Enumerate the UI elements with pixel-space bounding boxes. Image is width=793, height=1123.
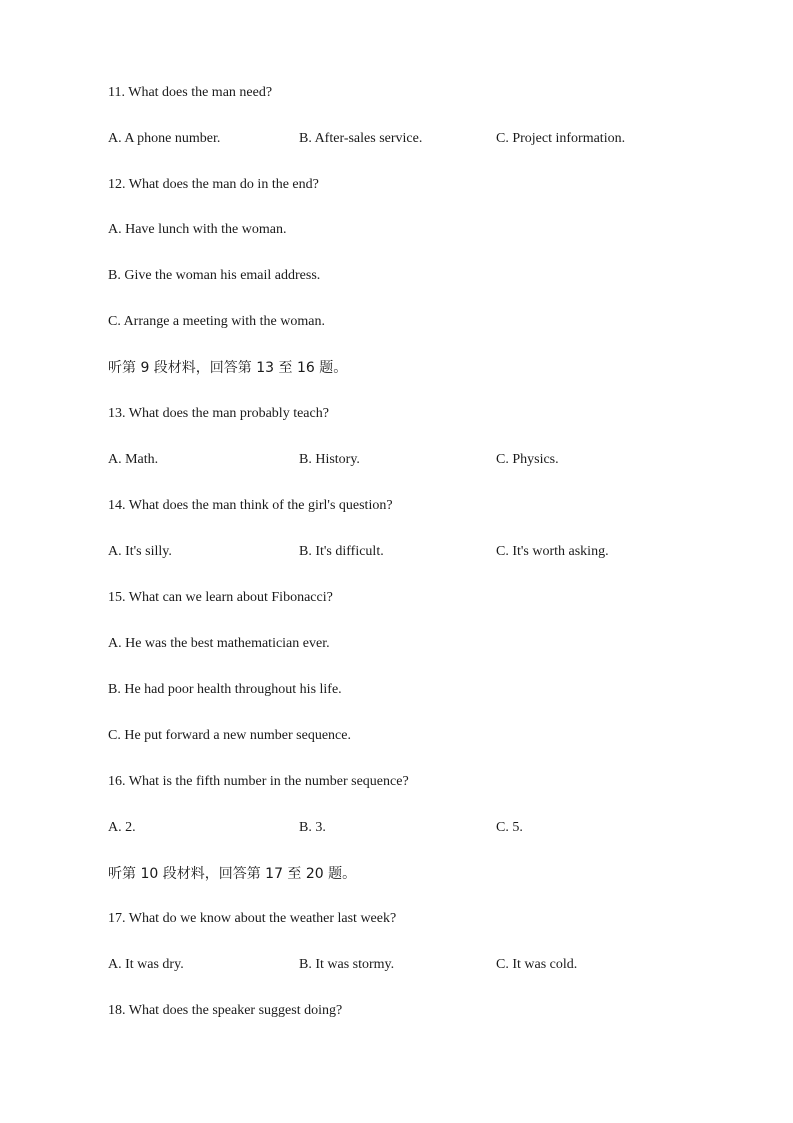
question-17: 17. What do we know about the weather last week? [108,911,397,926]
option-a: A. It was dry. [108,957,184,972]
question-15: 15. What can we learn about Fibonacci? [108,590,333,605]
section-heading: 听第 10 段材料，回答第 17 至 20 题。 [108,866,357,882]
option-c: C. 5. [496,820,523,835]
question-14: 14. What does the man think of the girl's question? [108,498,393,513]
option-a: A. 2. [108,820,136,835]
question-11: 11. What does the man need? [108,85,273,100]
section-heading: 听第 9 段材料，回答第 13 至 16 题。 [108,360,348,376]
option-b: B. Give the woman his email address. [108,268,321,283]
option-c: C. It was cold. [496,957,578,972]
option-a: A. Math. [108,452,159,467]
option-a: A. He was the best mathematician ever. [108,636,330,651]
option-b: B. After-sales service. [299,131,423,146]
option-b: B. It was stormy. [299,957,395,972]
question-13: 13. What does the man probably teach? [108,406,329,421]
option-c: C. It's worth asking. [496,544,609,559]
option-c: C. Project information. [496,131,626,146]
question-16: 16. What is the fifth number in the number sequence? [108,774,409,789]
question-18: 18. What does the speaker suggest doing? [108,1003,343,1018]
option-a: A. It's silly. [108,544,172,559]
option-a: A. A phone number. [108,131,221,146]
option-c: C. Arrange a meeting with the woman. [108,314,325,329]
question-12: 12. What does the man do in the end? [108,177,319,192]
option-a: A. Have lunch with the woman. [108,222,287,237]
option-c: C. Physics. [496,452,559,467]
option-b: B. 3. [299,820,326,835]
option-c: C. He put forward a new number sequence. [108,728,351,743]
option-b: B. He had poor health throughout his life. [108,682,342,697]
option-b: B. It's difficult. [299,544,384,559]
option-b: B. History. [299,452,360,467]
